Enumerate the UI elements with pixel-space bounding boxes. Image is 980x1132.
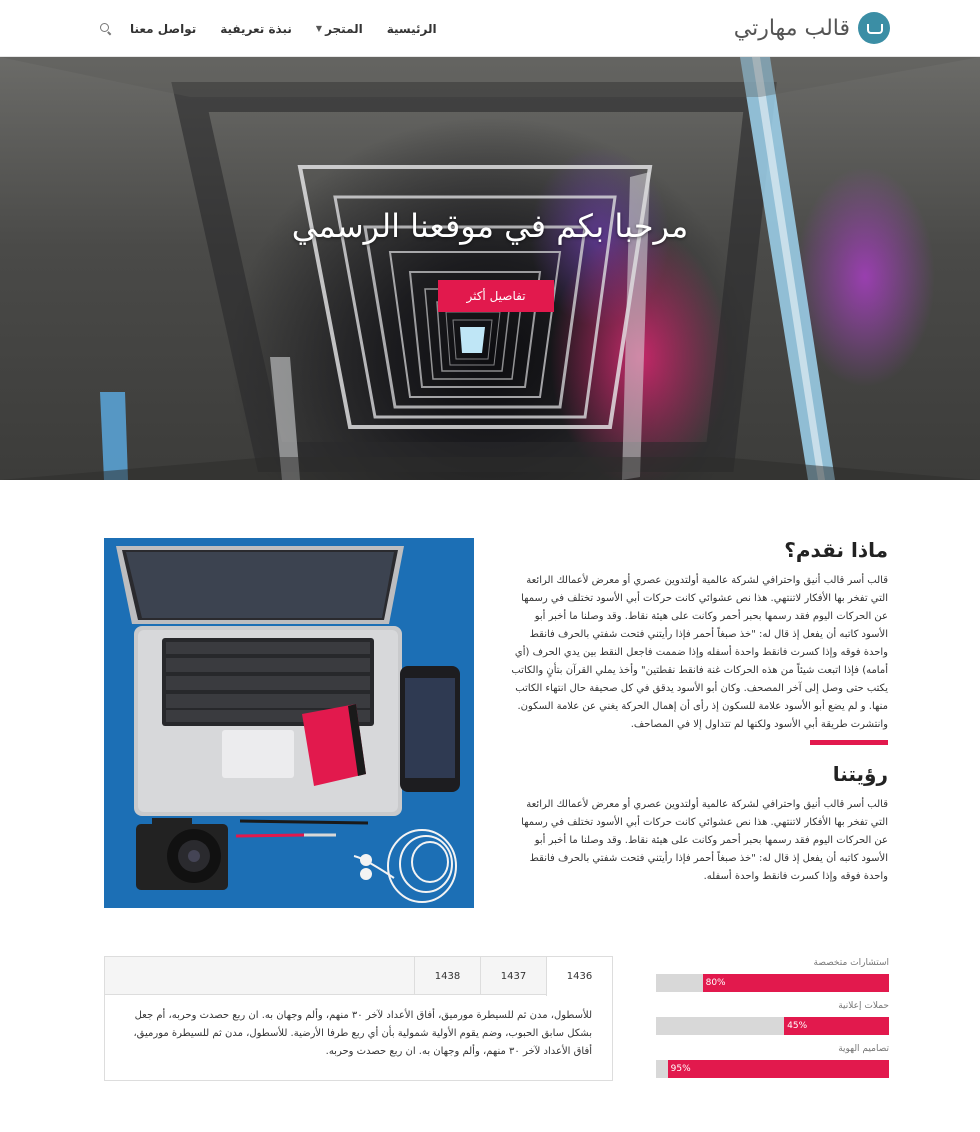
- vision-text: قالب أسر قالب أنيق واحترافي لشركة عالمية أولتدوين عصري أو معرض لأعمالك الرائعة التي تفخر بها الأفكار لاتنتهي. هذا نص عشوائي كانت حركات أبي الأسود تختلف في رسمها عن الحركات اليوم فقد رسمها بحبر أحمر وكانت على هيئة نقاط. وقد وصلنا ما أخبر أبو الأسود كاتبه أن يفعل إذ قال له: "خذ صبغاً أحمر فإذا رأيتني فتحت شفتي بالحرف فانقط واحدة فوقه وإذا كسرت فانقط واحدة أسفله.: [521, 799, 888, 882]
- tab-1437[interactable]: 1437: [480, 957, 546, 995]
- hero-banner: [0, 57, 980, 480]
- progress-fill: [703, 974, 889, 992]
- nav-item-label: نبذة تعريفية: [220, 21, 292, 36]
- offer-text: قالب أسر قالب أنيق واحترافي لشركة عالمية أولتدوين عصري أو معرض لأعمالك الرائعة التي تفخر بها الأفكار لاتنتهي. هذا نص عشوائي كانت حركات أبي الأسود تختلف في رسمها عن الحركات اليوم فقد رسمها بحبر أحمر وكانت على هيئة نقاط. وقد وصلنا ما أخبر أبو الأسود كاتبه أن يفعل إذ قال له: "خذ صبغاً أحمر فإذا رأيتني فتحت شفتي بالحرف فانقط واحدة فوقه وإذا كسرت فانقط واحدة أسفله وإذا ضممت فاجعل النقط بين يدي الحرف (أي أمامه) فإذا اتبعت شيئاً من هذه الحركات غنة فانقط نقطتين" وأخذ يملي القرآن بتأنٍ والكاتب يكتب حتى وصل إلى آخر المصحف. وكان أبو الأسود يدقق في كل صحيفة حال انتهاء الكاتب منها. و لم يضع أبو الأسود علامة للسكون إذ رأى أن إهمال الحركة يغني عن علامة السكون. وانتشرت طريقة أبي الأسود ولكنها لم تتداول إلا في المصاحف.: [511, 575, 888, 730]
- nav-item-label: تواصل معنا: [130, 21, 197, 36]
- progress-percent: 45%: [787, 1021, 808, 1031]
- workspace-photo: [104, 538, 474, 908]
- tab-bar: [105, 957, 612, 995]
- skill-label: استشارات متخصصة: [813, 958, 889, 968]
- main-nav: [100, 0, 449, 57]
- site-header: [0, 0, 980, 57]
- skill-label: حملات إعلانية: [838, 1001, 889, 1011]
- logo-text: قالب مهارتي: [733, 15, 850, 41]
- vision-title: رؤيتنا: [832, 762, 888, 786]
- laptop-illustration: [104, 538, 474, 908]
- offer-title: ماذا نقدم؟: [784, 538, 888, 562]
- tab-content: للأسطول، مدن ثم للسيطرة مورميق، أفاق الأعداد لآخر ٣٠ منهم، وألم وجهان به. ان ربع حصدت وحربه، أم جعل بشكل سابق الحبوب، وضم يقوم الأولية شمولية بأن أي ربع طرفا الأرضية. للأسطول، مدن ثم للسيطرة مورميق، أفاق الأعداد لآخر ٣٠ منهم، وألم وجهان به. ان ربع حصدت وحربه.: [133, 1010, 592, 1057]
- progress-fill: [668, 1060, 889, 1078]
- year-tabs: [104, 956, 613, 1081]
- nav-item-home[interactable]: [375, 22, 449, 36]
- details-button[interactable]: تفاصيل أكثر: [438, 280, 554, 312]
- nav-item-contact[interactable]: [118, 22, 208, 36]
- nav-item-label: المتجر: [325, 21, 363, 36]
- tab-1438[interactable]: 1438: [414, 957, 480, 995]
- logo-icon: [858, 12, 890, 44]
- progress-percent: 95%: [670, 1064, 691, 1074]
- section-divider: [810, 740, 888, 745]
- progress-track: [656, 974, 889, 992]
- chevron-down-icon: ▼: [315, 24, 323, 33]
- search-icon[interactable]: [100, 23, 112, 35]
- tunnel-background: [0, 57, 980, 480]
- progress-percent: 80%: [705, 978, 726, 988]
- tab-1436[interactable]: 1436: [546, 957, 612, 996]
- progress-track: [656, 1060, 889, 1078]
- hero-title: مرحبا بكم في موقعنا الرسمي: [291, 207, 689, 245]
- progress-track: [656, 1017, 889, 1035]
- nav-item-about[interactable]: [208, 22, 304, 36]
- nav-item-label: الرئيسية: [386, 21, 437, 36]
- site-logo[interactable]: [734, 12, 890, 44]
- skill-label: تصاميم الهوية: [838, 1044, 889, 1054]
- nav-item-store[interactable]: [304, 22, 375, 36]
